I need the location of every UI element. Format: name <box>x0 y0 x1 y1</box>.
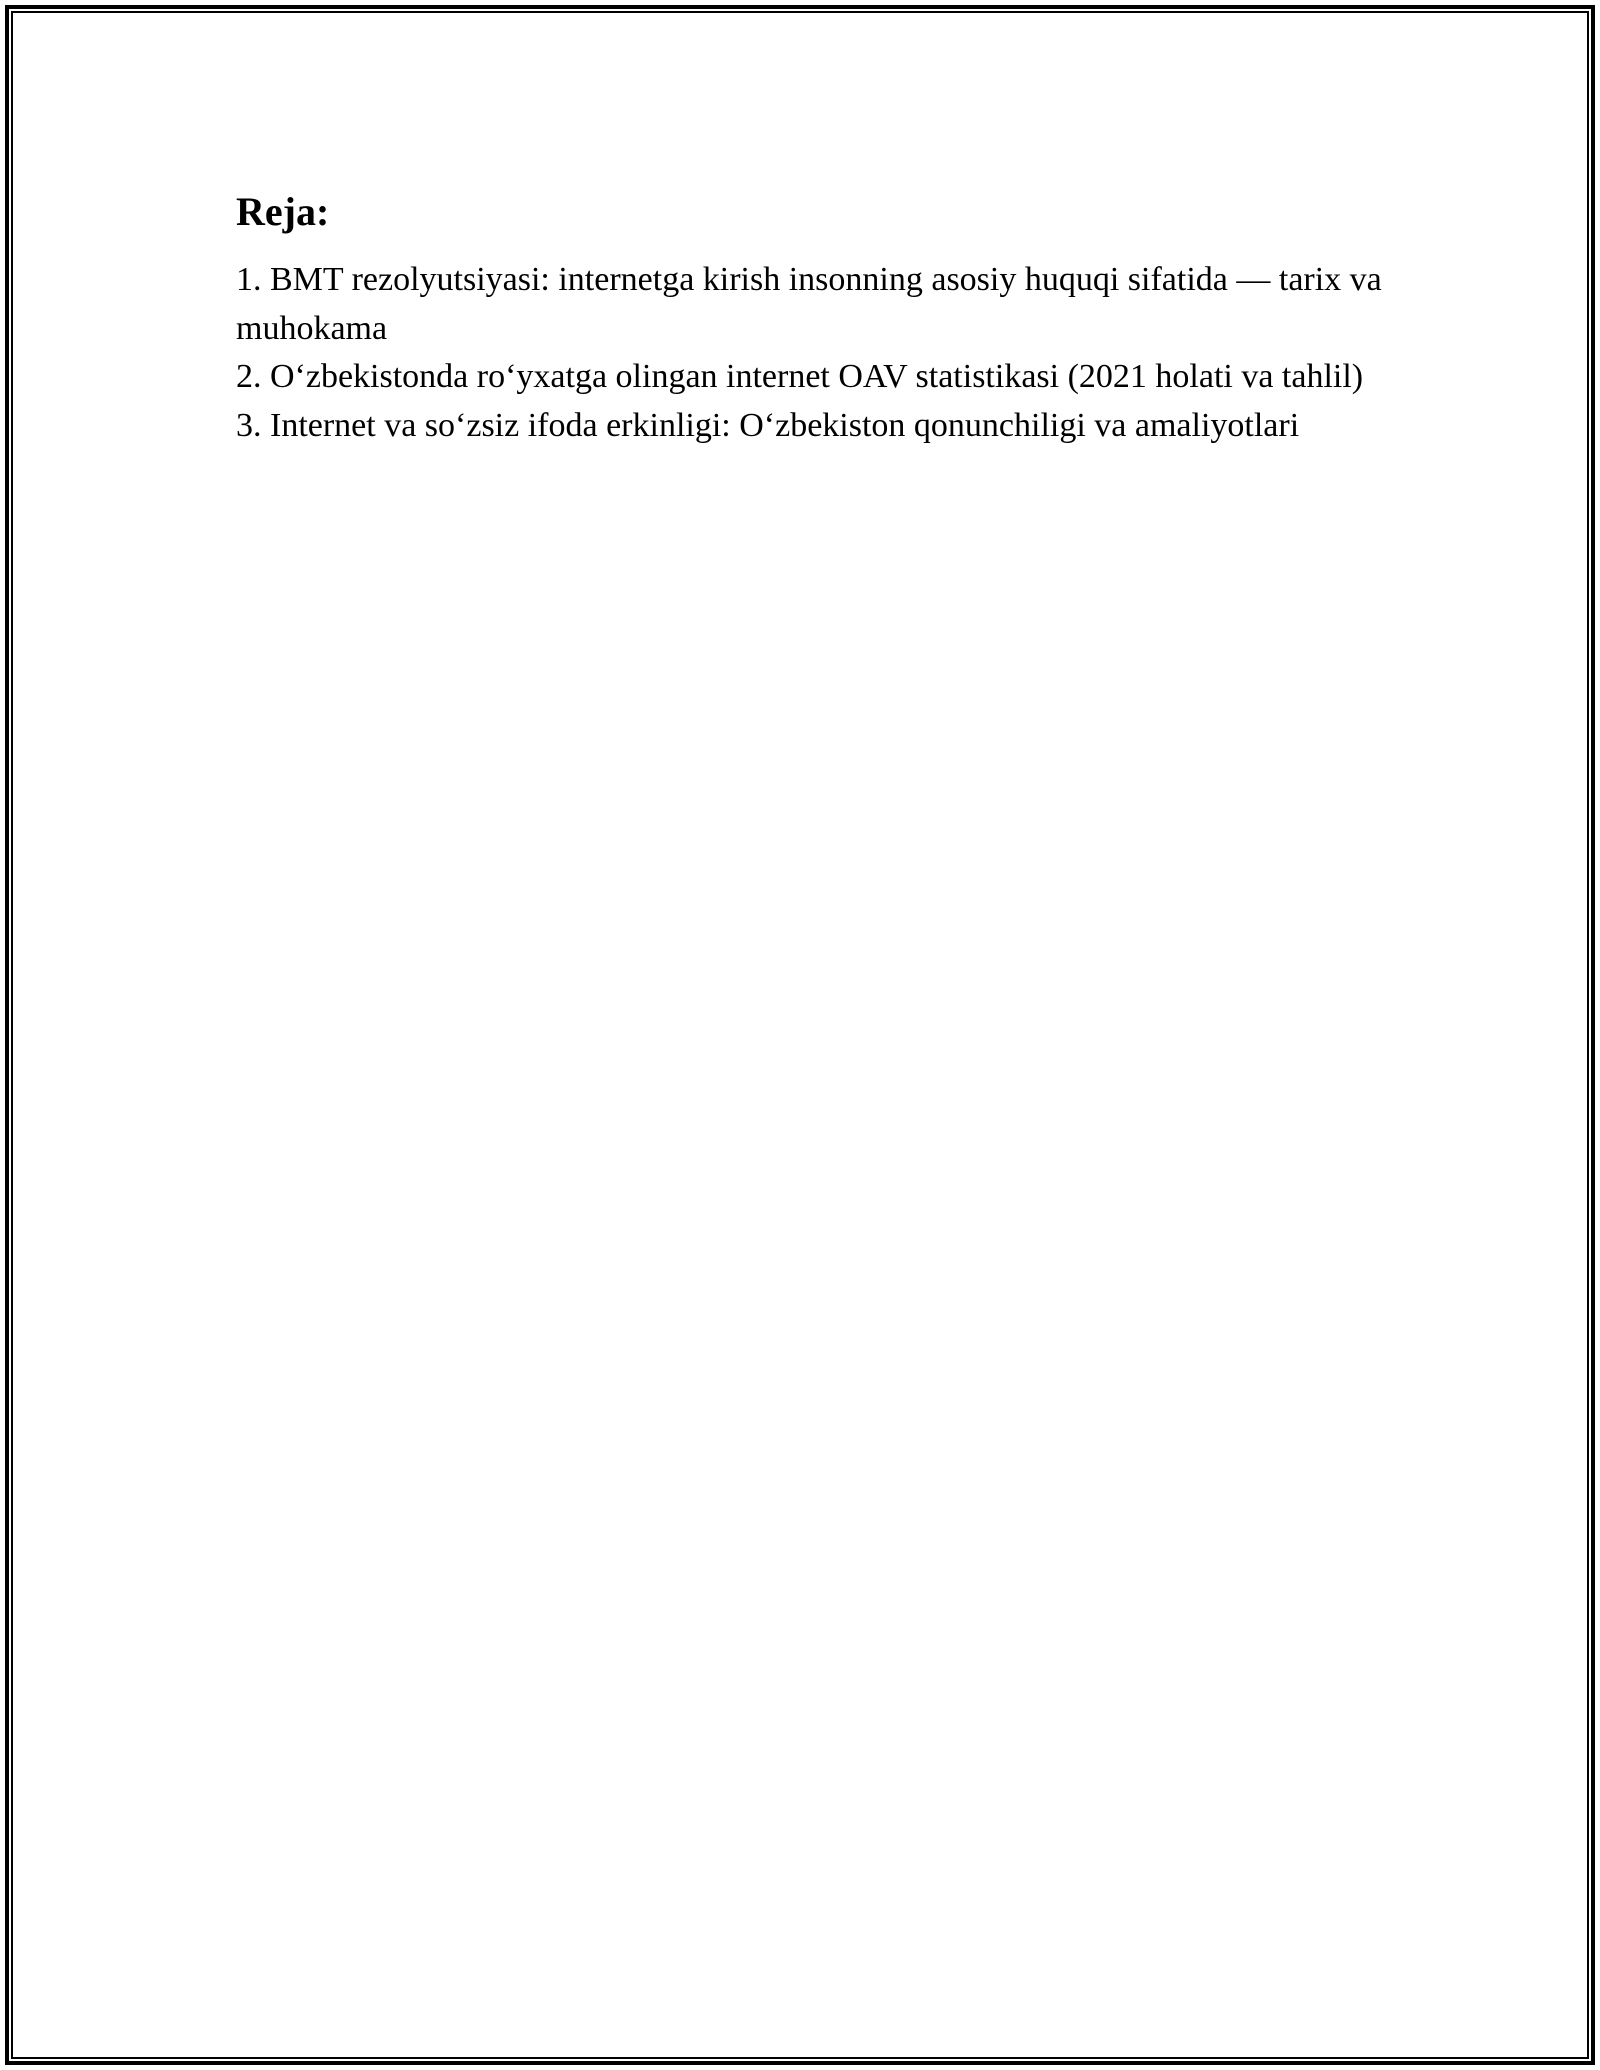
page-content <box>236 186 1386 450</box>
plan-item-3: 3. Internet va so‘zsiz ifoda erkinligi: O‘zbekiston qonunchiligi va amaliyotlari <box>236 406 1300 444</box>
plan-heading: Reja: <box>236 189 330 234</box>
plan-item-1: 1. BMT rezolyutsiyasi: internetga kirish insonning asosiy huquqi sifatida — tarix va muhokama <box>236 261 1382 347</box>
plan-list <box>236 256 1386 450</box>
plan-item-2: 2. O‘zbekistonda ro‘yxatga olingan internet OAV statistikasi (2021 holati va tahlil) <box>236 358 1364 395</box>
